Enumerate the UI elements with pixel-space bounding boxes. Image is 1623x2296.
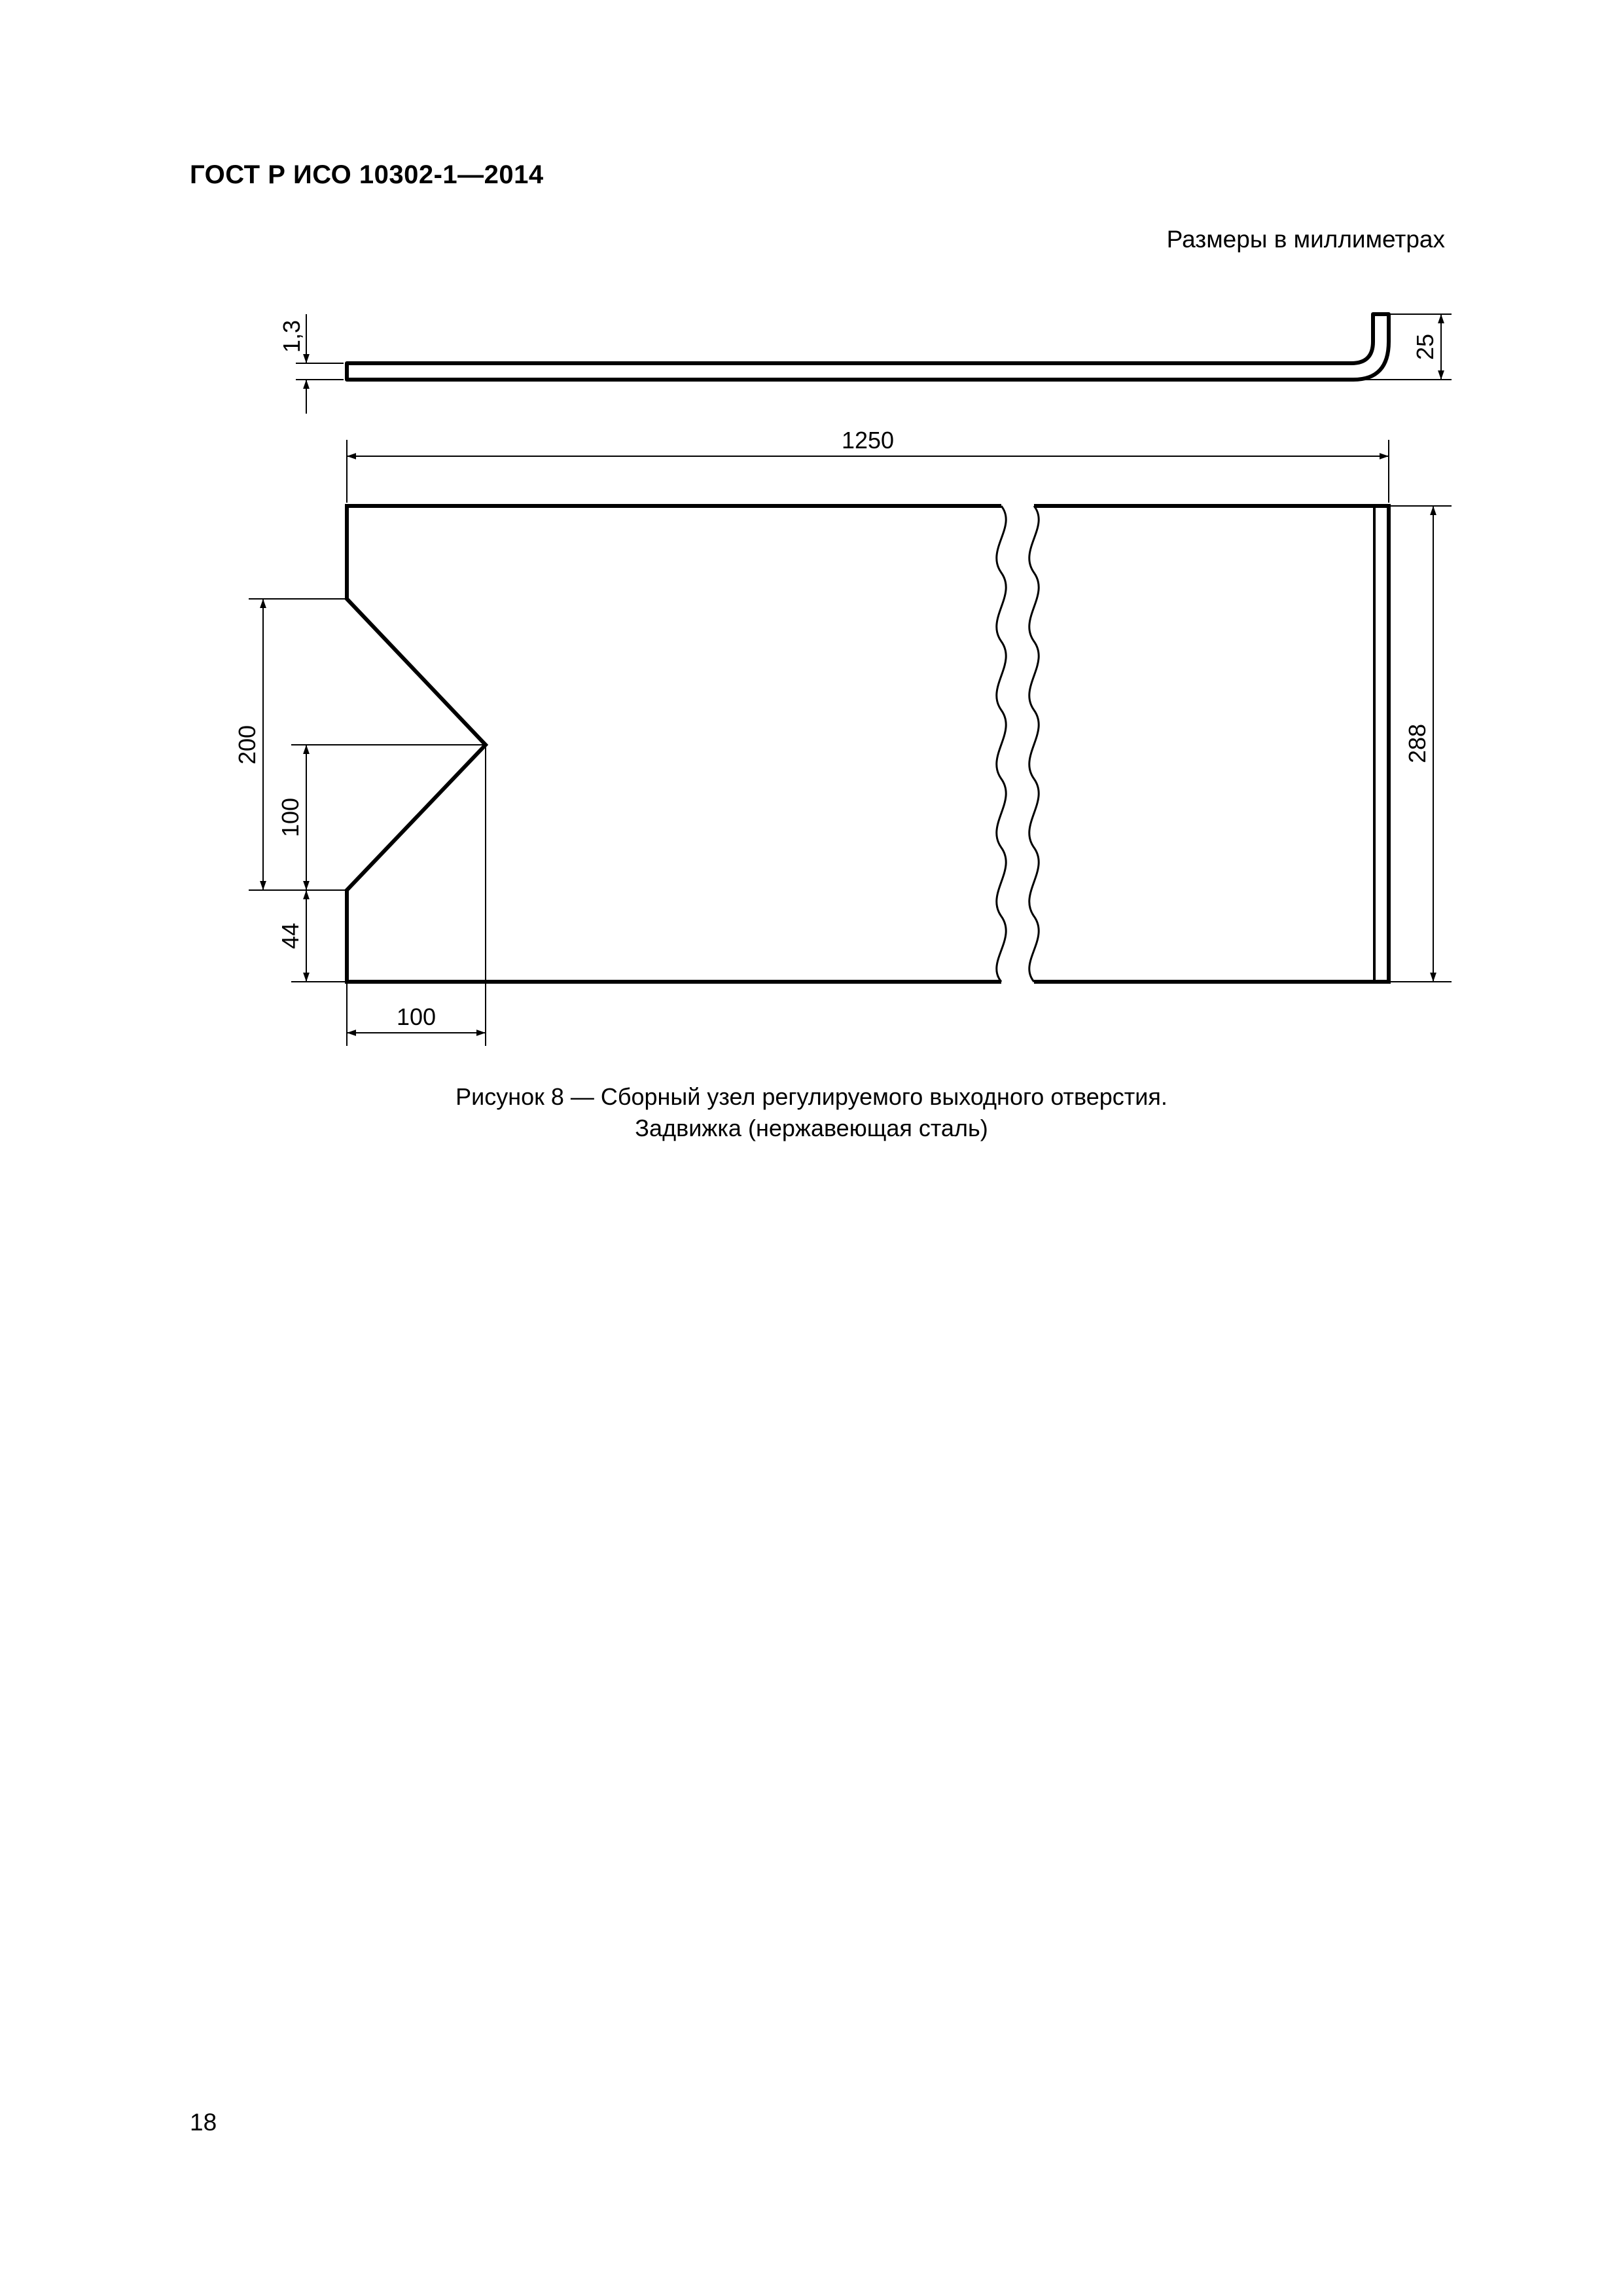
dim-notch-span-label: 200: [234, 725, 260, 765]
caption-line-2: Задвижка (нержавеющая сталь): [635, 1115, 988, 1141]
dim-notch-half-label: 100: [277, 797, 304, 838]
dim-notch-depth: [347, 745, 486, 1046]
caption-line-1: Рисунок 8 — Сборный узел регулируемого выходного отверстия.: [455, 1083, 1168, 1110]
plan-view: [347, 506, 1389, 982]
plate-right-section: [1034, 506, 1389, 982]
break-line-left: [997, 506, 1006, 982]
dim-plate-height: [1391, 506, 1452, 982]
left-dimensions: [234, 599, 484, 982]
plate-left-section: [347, 506, 1001, 982]
side-view: [278, 314, 1452, 414]
dim-flange-label: 25: [1412, 333, 1438, 361]
break-line-right: [1029, 506, 1039, 982]
document-code: ГОСТ Р ИСО 10302-1—2014: [190, 160, 544, 189]
page-number: 18: [190, 2109, 217, 2136]
figure-caption: [0, 1081, 1623, 1144]
dim-thickness-label: 1,3: [278, 319, 305, 353]
dim-length-label: 1250: [841, 427, 895, 454]
dim-total-length: [347, 427, 1389, 503]
dim-height-label: 288: [1404, 723, 1431, 764]
side-view-profile: [347, 314, 1389, 380]
dim-depth-label: 100: [396, 1003, 437, 1030]
units-note: Размеры в миллиметрах: [1166, 226, 1445, 253]
dim-bottom-offset-label: 44: [277, 922, 304, 950]
